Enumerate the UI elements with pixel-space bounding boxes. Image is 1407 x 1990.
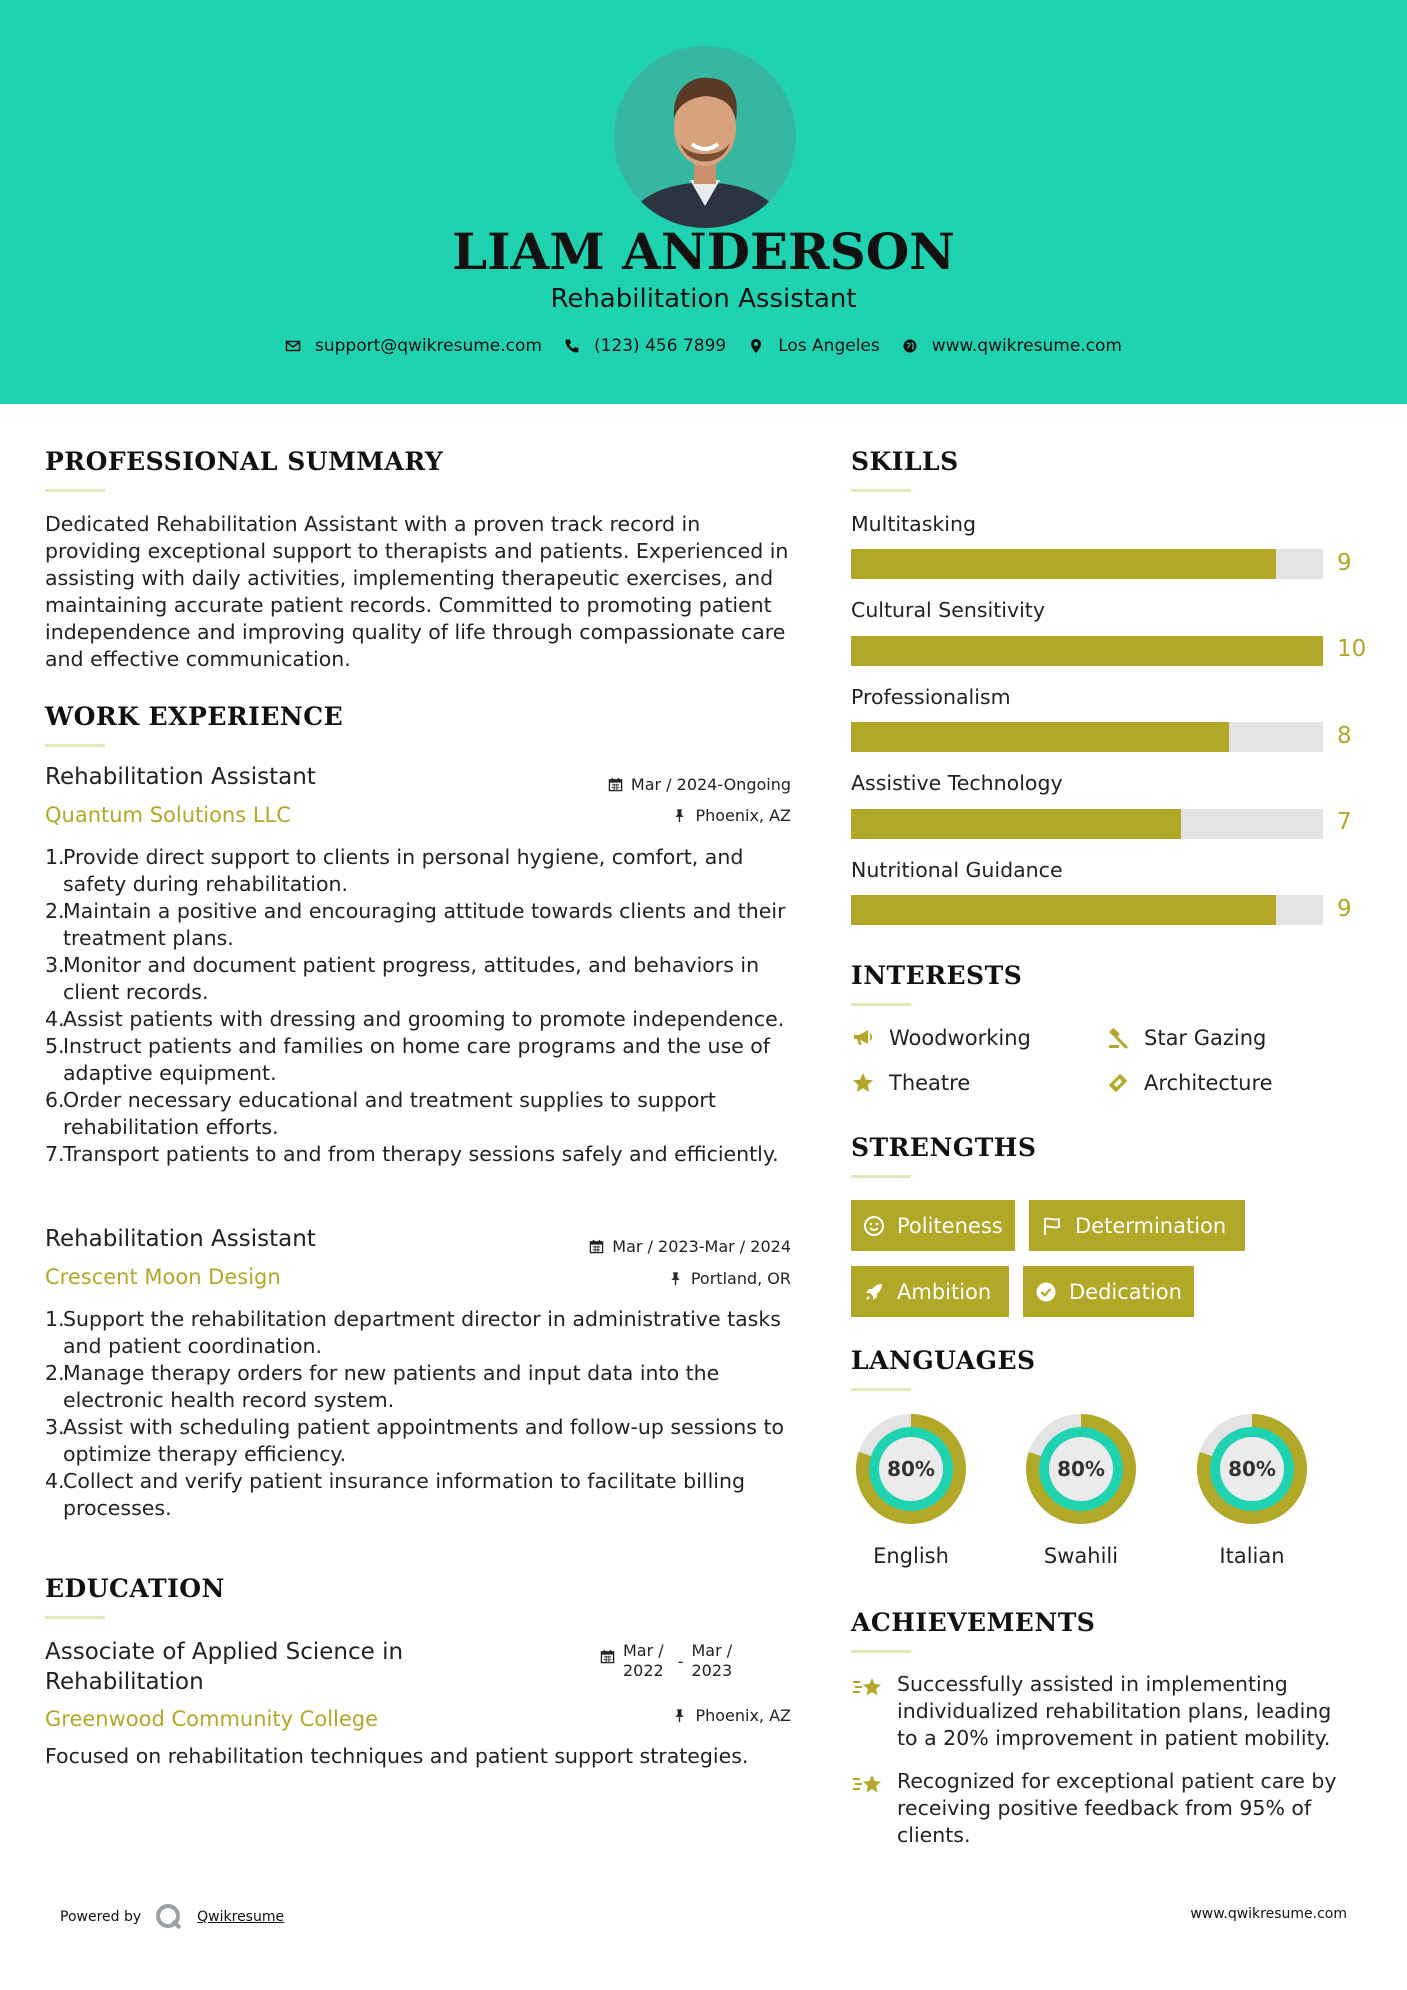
- interests-heading: INTERESTS: [851, 961, 1023, 990]
- profile-photo: [614, 46, 796, 228]
- interest-label: Theatre: [889, 1071, 971, 1095]
- education-end-month: Mar /: [691, 1641, 733, 1660]
- education-location-text: Phoenix, AZ: [695, 1706, 791, 1725]
- powered-by-label: Powered by: [60, 1909, 142, 1925]
- contact-email[interactable]: [285, 336, 542, 356]
- avatar: [614, 46, 796, 228]
- language-name: Swahili: [1043, 1544, 1119, 1568]
- skill-bar-fill: [851, 895, 1276, 925]
- star-icon: [851, 1071, 875, 1095]
- education-date-dash: -: [677, 1652, 684, 1671]
- skill-bar-track: [851, 636, 1323, 666]
- job-location-text: Portland, OR: [690, 1269, 791, 1288]
- duty-item: Support the rehabilitation department director in administrative tasks and patient coordination.: [63, 1307, 781, 1358]
- job-dates-text: Mar / 2024-Ongoing: [630, 775, 791, 794]
- summary-heading: PROFESSIONAL SUMMARY: [45, 447, 444, 476]
- map-pin-icon: [748, 338, 764, 354]
- footer-website[interactable]: www.qwikresume.com: [1190, 1906, 1347, 1922]
- education-location: [672, 1706, 791, 1725]
- job-company: Quantum Solutions LLC: [45, 803, 291, 827]
- skill-label: Nutritional Guidance: [851, 858, 1063, 882]
- achievement-text: Successfully assisted in implementing individualized rehabilitation plans, leading to a 20% improvement in patient mobility.: [897, 1672, 1332, 1750]
- contact-bar: [0, 336, 1407, 356]
- footer-powered-by: [60, 1903, 284, 1931]
- summary-underline: [45, 489, 105, 492]
- interest-item: [1106, 1026, 1266, 1050]
- education-description: Focused on rehabilitation techniques and patient support strategies.: [45, 1744, 749, 1768]
- skill-bar-fill: [851, 809, 1181, 839]
- duty-item: Maintain a positive and encouraging attitude towards clients and their treatment plans.: [63, 899, 786, 950]
- candidate-name: LIAM ANDERSON: [452, 222, 955, 281]
- strengths-heading: STRENGTHS: [851, 1133, 1037, 1162]
- megaphone-icon: [851, 1026, 875, 1050]
- interest-label: Star Gazing: [1144, 1026, 1267, 1050]
- contact-email-text: support@qwikresume.com: [315, 336, 542, 356]
- language-ring: [1020, 1408, 1142, 1530]
- contact-phone[interactable]: [564, 336, 726, 356]
- skill-bar-track: [851, 722, 1323, 752]
- envelope-icon: [285, 338, 301, 354]
- skill-bar-track: [851, 809, 1323, 839]
- job-company: Crescent Moon Design: [45, 1265, 281, 1289]
- candidate-role: Rehabilitation Assistant: [550, 284, 857, 314]
- skill-value: 8: [1337, 723, 1352, 749]
- ticket-icon: [1106, 1071, 1130, 1095]
- job-title: Rehabilitation Assistant: [45, 764, 316, 790]
- degree-line-1: Associate of Applied Science in: [45, 1639, 404, 1665]
- rocket-icon: [863, 1281, 885, 1303]
- job-dates: [589, 1237, 791, 1256]
- duty-item: Order necessary educational and treatment supplies to support rehabilitation efforts.: [63, 1088, 716, 1139]
- language-name: Italian: [1219, 1544, 1285, 1568]
- contact-phone-text: (123) 456 7899: [593, 336, 727, 356]
- job-location: [672, 806, 791, 825]
- language-percent: 80%: [1228, 1457, 1276, 1481]
- education-heading: EDUCATION: [45, 1574, 225, 1603]
- degree-title: [45, 1637, 403, 1697]
- education-end: [692, 1641, 733, 1681]
- shooting-star-icon: [851, 1770, 885, 1800]
- contact-location: [748, 336, 880, 356]
- smile-icon: [863, 1215, 885, 1237]
- duty-item: Collect and verify patient insurance information to facilitate billing processes.: [63, 1469, 745, 1520]
- job-dates: [608, 775, 791, 794]
- strength-badge: [1029, 1200, 1245, 1251]
- strength-badge: [1023, 1266, 1194, 1317]
- language-ring: [1191, 1408, 1313, 1530]
- header-banner: [0, 0, 1407, 404]
- interest-item: [851, 1071, 970, 1095]
- skill-label: Professionalism: [851, 685, 1011, 709]
- experience-underline: [45, 744, 105, 747]
- achievements-heading: ACHIEVEMENTS: [851, 1608, 1096, 1637]
- summary-text: Dedicated Rehabilitation Assistant with a proven track record in providing exceptional support to therapists and patients. Experienced in assisting with daily activities, implementing therapeutic exercises, and maintaining accurate patient records. Committed to promoting patient independence and improving quality of life through compassionate care and effective communication.: [45, 512, 789, 671]
- flag-icon: [1041, 1215, 1063, 1237]
- achievement-item: [851, 1768, 1351, 1849]
- skill-bar-track: [851, 895, 1323, 925]
- achievement-item: [851, 1671, 1351, 1752]
- interest-item: [851, 1026, 1031, 1050]
- job-duties: [45, 844, 795, 1168]
- brand-link[interactable]: Qwikresume: [197, 1909, 285, 1925]
- skill-bar-fill: [851, 549, 1276, 579]
- duty-item: Transport patients to and from therapy sessions safely and efficiently.: [63, 1142, 779, 1166]
- education-underline: [45, 1616, 105, 1619]
- interest-label: Architecture: [1144, 1071, 1273, 1095]
- skill-label: Assistive Technology: [851, 771, 1063, 795]
- achievements-underline: [851, 1650, 911, 1653]
- strength-label: Ambition: [897, 1279, 992, 1304]
- job-title: Rehabilitation Assistant: [45, 1226, 316, 1252]
- duty-item: Instruct patients and families on home care programs and the use of adaptive equipment.: [63, 1034, 771, 1085]
- strength-label: Dedication: [1069, 1279, 1182, 1304]
- duty-item: Monitor and document patient progress, attitudes, and behaviors in client records.: [63, 953, 760, 1004]
- interests-underline: [851, 1003, 911, 1006]
- languages-underline: [851, 1388, 911, 1391]
- strengths-underline: [851, 1175, 911, 1178]
- duty-item: Assist with scheduling patient appointments and follow-up sessions to optimize therapy efficiency.: [63, 1415, 785, 1466]
- skill-bar-fill: [851, 636, 1323, 666]
- experience-heading: WORK EXPERIENCE: [45, 702, 344, 731]
- skills-heading: SKILLS: [851, 447, 959, 476]
- skill-value: 9: [1337, 896, 1352, 922]
- interest-item: [1106, 1071, 1273, 1095]
- gavel-icon: [1106, 1026, 1130, 1050]
- strength-label: Politeness: [897, 1213, 1003, 1238]
- job-duties: [45, 1306, 795, 1522]
- strength-badge: [851, 1200, 1015, 1251]
- contact-website[interactable]: [902, 336, 1122, 356]
- skill-label: Cultural Sensitivity: [851, 598, 1045, 622]
- achievement-text: Recognized for exceptional patient care by receiving positive feedback from 95% of clients.: [897, 1769, 1337, 1847]
- language-percent: 80%: [1057, 1457, 1105, 1481]
- school-name: Greenwood Community College: [45, 1707, 379, 1731]
- job-location: [668, 1269, 791, 1288]
- calendar-icon: [608, 777, 623, 792]
- education-start: [623, 1641, 664, 1681]
- education-end-year: 2023: [691, 1661, 733, 1680]
- duty-item: Provide direct support to clients in personal hygiene, comfort, and safety during rehabilitation.: [63, 845, 744, 896]
- languages-heading: LANGUAGES: [851, 1346, 1036, 1375]
- skill-value: 7: [1337, 809, 1352, 835]
- skill-value: 9: [1337, 550, 1352, 576]
- contact-website-text: www.qwikresume.com: [931, 336, 1122, 356]
- degree-line-2: Rehabilitation: [45, 1669, 204, 1695]
- strength-label: Determination: [1075, 1213, 1227, 1238]
- pushpin-icon: [672, 1708, 687, 1723]
- pushpin-icon: [668, 1271, 683, 1286]
- job-location-text: Phoenix, AZ: [695, 806, 791, 825]
- education-start-year: 2022: [623, 1661, 664, 1680]
- education-dates: [600, 1641, 732, 1681]
- job-dates-text: Mar / 2023-Mar / 2024: [612, 1237, 791, 1256]
- skill-bar-track: [851, 549, 1323, 579]
- calendar-icon: [589, 1239, 604, 1254]
- skills-underline: [851, 489, 911, 492]
- qwikresume-logo-icon: [155, 1903, 183, 1931]
- education-start-month: Mar /: [623, 1641, 664, 1660]
- skill-bar-fill: [851, 722, 1229, 752]
- calendar-icon: [600, 1649, 615, 1664]
- language-ring: [850, 1408, 972, 1530]
- phone-icon: [564, 338, 580, 354]
- globe-icon: [902, 338, 918, 354]
- strength-badge: [851, 1266, 1009, 1317]
- duty-item: Manage therapy orders for new patients and input data into the electronic health record system.: [63, 1361, 720, 1412]
- duty-item: Assist patients with dressing and grooming to promote independence.: [63, 1007, 785, 1031]
- shooting-star-icon: [851, 1673, 885, 1703]
- language-percent: 80%: [887, 1457, 935, 1481]
- language-name: English: [873, 1544, 949, 1568]
- skill-label: Multitasking: [851, 512, 976, 536]
- pushpin-icon: [672, 808, 687, 823]
- skill-value: 10: [1337, 636, 1367, 662]
- interest-label: Woodworking: [889, 1026, 1031, 1050]
- contact-location-text: Los Angeles: [778, 336, 880, 356]
- check-circle-icon: [1035, 1281, 1057, 1303]
